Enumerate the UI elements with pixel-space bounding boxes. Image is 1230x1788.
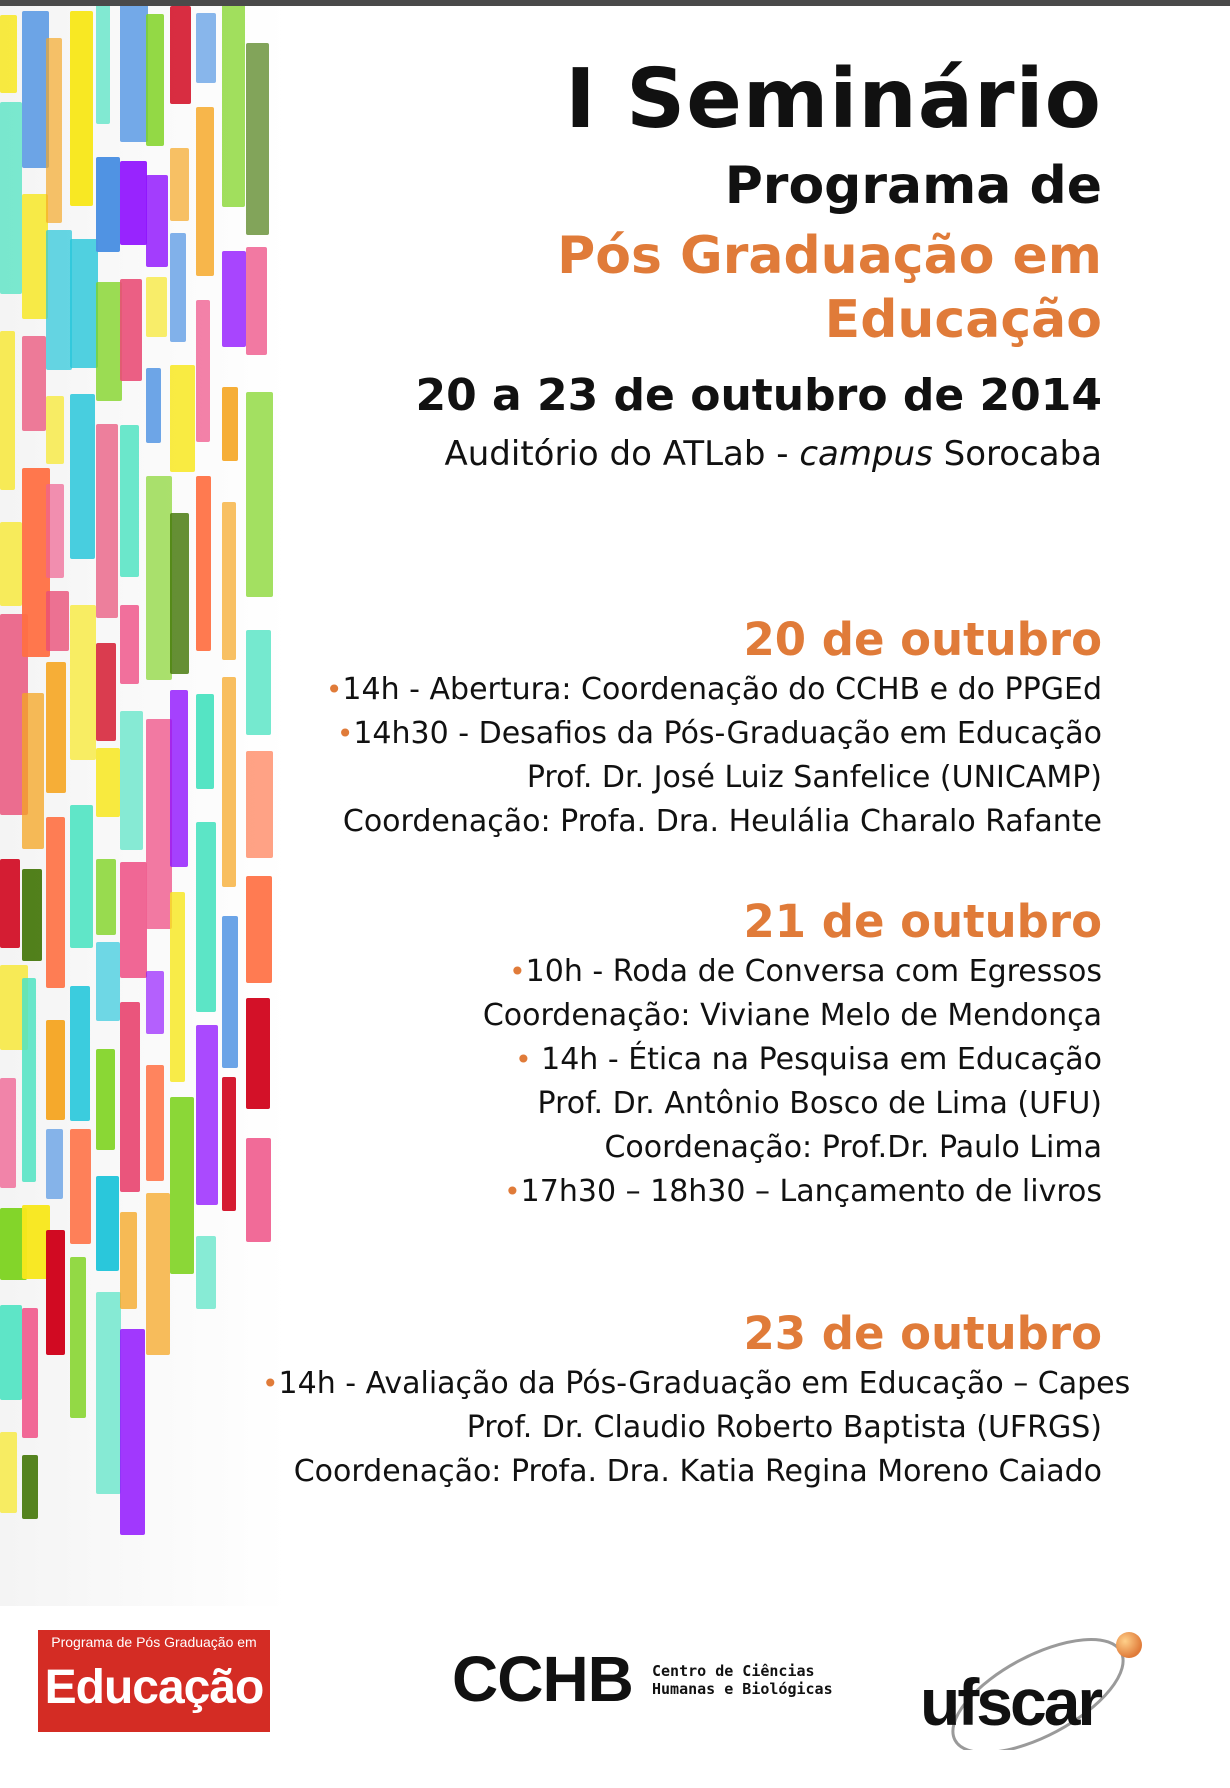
day-section bbox=[262, 1306, 1131, 1494]
deco-bar bbox=[46, 1230, 65, 1356]
deco-bar bbox=[96, 748, 120, 817]
ufscar-logo-text: ufscar bbox=[920, 1665, 1101, 1739]
deco-bar bbox=[170, 148, 189, 221]
schedule-item bbox=[262, 712, 1102, 756]
ppged-logo-top: Programa de Pós Graduação em bbox=[51, 1634, 257, 1650]
schedule-item-text: 14h - Ética na Pesquisa em Educação bbox=[531, 1042, 1102, 1077]
deco-bar bbox=[196, 107, 214, 276]
deco-bar bbox=[170, 1097, 194, 1274]
deco-bar bbox=[46, 591, 69, 651]
deco-bar bbox=[170, 6, 191, 104]
ppged-logo-main: Educação bbox=[44, 1661, 264, 1714]
deco-bar bbox=[146, 971, 164, 1034]
deco-bar bbox=[170, 365, 195, 472]
deco-bar bbox=[46, 230, 72, 371]
schedule-item-text: 14h - Abertura: Coordenação do CCHB e do PPGEd bbox=[342, 672, 1102, 707]
deco-bar bbox=[0, 1305, 22, 1400]
deco-bar bbox=[120, 6, 148, 142]
event-dates: 20 a 23 de outubro de 2014 bbox=[415, 370, 1102, 421]
deco-bar bbox=[22, 336, 46, 432]
deco-bar bbox=[46, 1129, 63, 1199]
deco-bar bbox=[22, 1308, 38, 1438]
cchb-logo bbox=[452, 1643, 872, 1716]
deco-bar bbox=[120, 605, 139, 684]
deco-bar bbox=[196, 300, 210, 442]
bullet-icon: • bbox=[325, 673, 343, 706]
seminar-title: I Seminário bbox=[565, 52, 1102, 147]
deco-bar bbox=[96, 1049, 115, 1151]
deco-bar bbox=[0, 102, 22, 294]
ppged-logo bbox=[38, 1630, 270, 1732]
schedule-item bbox=[262, 950, 1102, 994]
deco-bar bbox=[96, 424, 118, 618]
deco-bar bbox=[22, 1455, 38, 1519]
schedule-item bbox=[262, 756, 1102, 800]
deco-bar bbox=[22, 978, 36, 1181]
schedule-item bbox=[262, 1038, 1102, 1082]
day-section bbox=[262, 894, 1102, 1214]
bullet-icon: • bbox=[509, 955, 526, 988]
schedule-item-text: Prof. Dr. Antônio Bosco de Lima (UFU) bbox=[537, 1086, 1102, 1121]
cchb-logo-line2: Humanas e Biológicas bbox=[652, 1680, 833, 1698]
schedule-item-text: Coordenação: Prof.Dr. Paulo Lima bbox=[604, 1130, 1102, 1165]
schedule-item bbox=[262, 1082, 1102, 1126]
bullet-icon: • bbox=[262, 1367, 279, 1400]
deco-bar bbox=[70, 1129, 91, 1244]
venue-prefix: Auditório do ATLab - bbox=[444, 434, 800, 474]
day-section bbox=[262, 612, 1102, 844]
deco-bar bbox=[46, 38, 62, 223]
deco-bar bbox=[120, 711, 143, 850]
deco-bar bbox=[0, 522, 22, 606]
deco-bar bbox=[70, 605, 96, 760]
deco-bar bbox=[0, 859, 20, 947]
deco-bar bbox=[46, 817, 65, 988]
poster-content bbox=[262, 50, 1131, 1494]
deco-bar bbox=[96, 282, 122, 401]
deco-bar bbox=[0, 1432, 17, 1512]
deco-bar bbox=[170, 892, 185, 1082]
decorative-color-bars bbox=[0, 6, 288, 1606]
deco-bar bbox=[96, 1176, 119, 1270]
deco-bar bbox=[46, 396, 64, 464]
deco-bar bbox=[196, 694, 214, 788]
event-venue bbox=[262, 432, 1102, 476]
program-label: Programa de bbox=[724, 156, 1102, 216]
footer-logos bbox=[0, 1606, 1230, 1788]
deco-bar bbox=[170, 690, 188, 867]
schedule-item bbox=[262, 1170, 1102, 1214]
schedule-item bbox=[262, 1406, 1102, 1450]
schedule-item-text: 10h - Roda de Conversa com Egressos bbox=[525, 954, 1102, 989]
deco-bar bbox=[222, 6, 245, 207]
deco-bar bbox=[170, 513, 189, 674]
ufscar-ball-icon bbox=[1116, 1632, 1142, 1658]
cchb-logo-line1: Centro de Ciências bbox=[652, 1662, 815, 1680]
deco-bar bbox=[196, 1236, 216, 1310]
day-heading: 21 de outubro bbox=[743, 895, 1102, 948]
schedule-item bbox=[262, 1126, 1102, 1170]
deco-bar bbox=[46, 484, 64, 579]
deco-bar bbox=[196, 476, 211, 651]
day-heading: 20 de outubro bbox=[743, 613, 1102, 666]
deco-bar bbox=[46, 662, 66, 794]
deco-bar bbox=[96, 6, 110, 124]
venue-suffix: Sorocaba bbox=[932, 434, 1102, 474]
deco-bar bbox=[222, 1077, 236, 1211]
day-heading: 23 de outubro bbox=[743, 1307, 1102, 1360]
schedule-item-text: Coordenação: Profa. Dra. Heulália Charalo Rafante bbox=[342, 804, 1102, 839]
deco-bar bbox=[146, 277, 167, 337]
deco-bar bbox=[146, 14, 164, 146]
deco-bar bbox=[222, 387, 238, 461]
deco-bar bbox=[170, 233, 186, 342]
deco-bar bbox=[196, 822, 216, 1012]
schedule-item-text: Coordenação: Viviane Melo de Mendonça bbox=[482, 998, 1102, 1033]
deco-bar bbox=[120, 1212, 137, 1309]
deco-bar bbox=[196, 1025, 218, 1204]
deco-bar bbox=[120, 1002, 140, 1192]
bullet-icon: • bbox=[504, 1175, 521, 1208]
deco-bar bbox=[96, 643, 116, 741]
deco-bar bbox=[222, 916, 238, 1068]
schedule-item-text: 17h30 – 18h30 – Lançamento de livros bbox=[520, 1174, 1102, 1209]
deco-bar bbox=[96, 942, 120, 1021]
deco-bar bbox=[70, 394, 95, 559]
schedule-item-text: Prof. Dr. Claudio Roberto Baptista (UFRGS) bbox=[466, 1410, 1102, 1445]
bullet-icon: • bbox=[336, 717, 354, 750]
cchb-logo-subtitle bbox=[652, 1662, 833, 1698]
deco-bar bbox=[0, 1078, 16, 1188]
deco-bar bbox=[146, 476, 172, 680]
deco-bar bbox=[70, 11, 93, 206]
schedule-item bbox=[262, 800, 1102, 844]
deco-bar bbox=[0, 331, 15, 490]
program-name: Pós Graduação em Educação bbox=[557, 226, 1102, 350]
deco-bar bbox=[120, 425, 139, 576]
deco-bar bbox=[222, 677, 236, 887]
ufscar-logo bbox=[920, 1620, 1160, 1760]
deco-bar bbox=[120, 161, 147, 245]
deco-bar bbox=[146, 1065, 164, 1181]
deco-bar bbox=[96, 1292, 121, 1494]
schedule-item-text: 14h30 - Desafios da Pós-Graduação em Educação bbox=[353, 716, 1102, 751]
schedule-item bbox=[262, 668, 1102, 712]
cchb-logo-main: CCHB bbox=[452, 1643, 633, 1715]
venue-italic: campus bbox=[799, 434, 933, 474]
schedule-item bbox=[262, 1362, 1131, 1406]
deco-bar bbox=[0, 15, 17, 92]
bullet-icon: • bbox=[515, 1043, 532, 1076]
deco-bar bbox=[196, 13, 216, 83]
schedule-item-text: 14h - Avaliação da Pós-Graduação em Educação – Capes bbox=[278, 1366, 1131, 1401]
deco-bar bbox=[70, 1257, 86, 1419]
schedule-item bbox=[262, 994, 1102, 1038]
deco-bar bbox=[120, 279, 142, 380]
deco-bar bbox=[146, 1193, 170, 1355]
deco-bar bbox=[22, 869, 42, 961]
deco-bar bbox=[46, 1020, 65, 1120]
deco-bar bbox=[222, 502, 236, 660]
deco-bar bbox=[70, 805, 93, 948]
deco-bar bbox=[146, 719, 172, 928]
deco-bar bbox=[22, 194, 48, 320]
deco-bar bbox=[146, 175, 168, 267]
deco-bar bbox=[96, 157, 120, 252]
deco-bar bbox=[222, 251, 246, 347]
schedule-item-text: Prof. Dr. José Luiz Sanfelice (UNICAMP) bbox=[526, 760, 1102, 795]
deco-bar bbox=[70, 239, 98, 368]
deco-bar bbox=[96, 859, 116, 935]
schedule bbox=[262, 612, 1131, 1494]
deco-bar bbox=[146, 368, 161, 443]
schedule-item-text: Coordenação: Profa. Dra. Katia Regina Moreno Caiado bbox=[293, 1454, 1102, 1489]
schedule-item bbox=[262, 1450, 1102, 1494]
deco-bar bbox=[70, 986, 90, 1121]
deco-bar bbox=[120, 1329, 145, 1536]
deco-bar bbox=[120, 862, 147, 979]
deco-bar bbox=[22, 693, 44, 849]
